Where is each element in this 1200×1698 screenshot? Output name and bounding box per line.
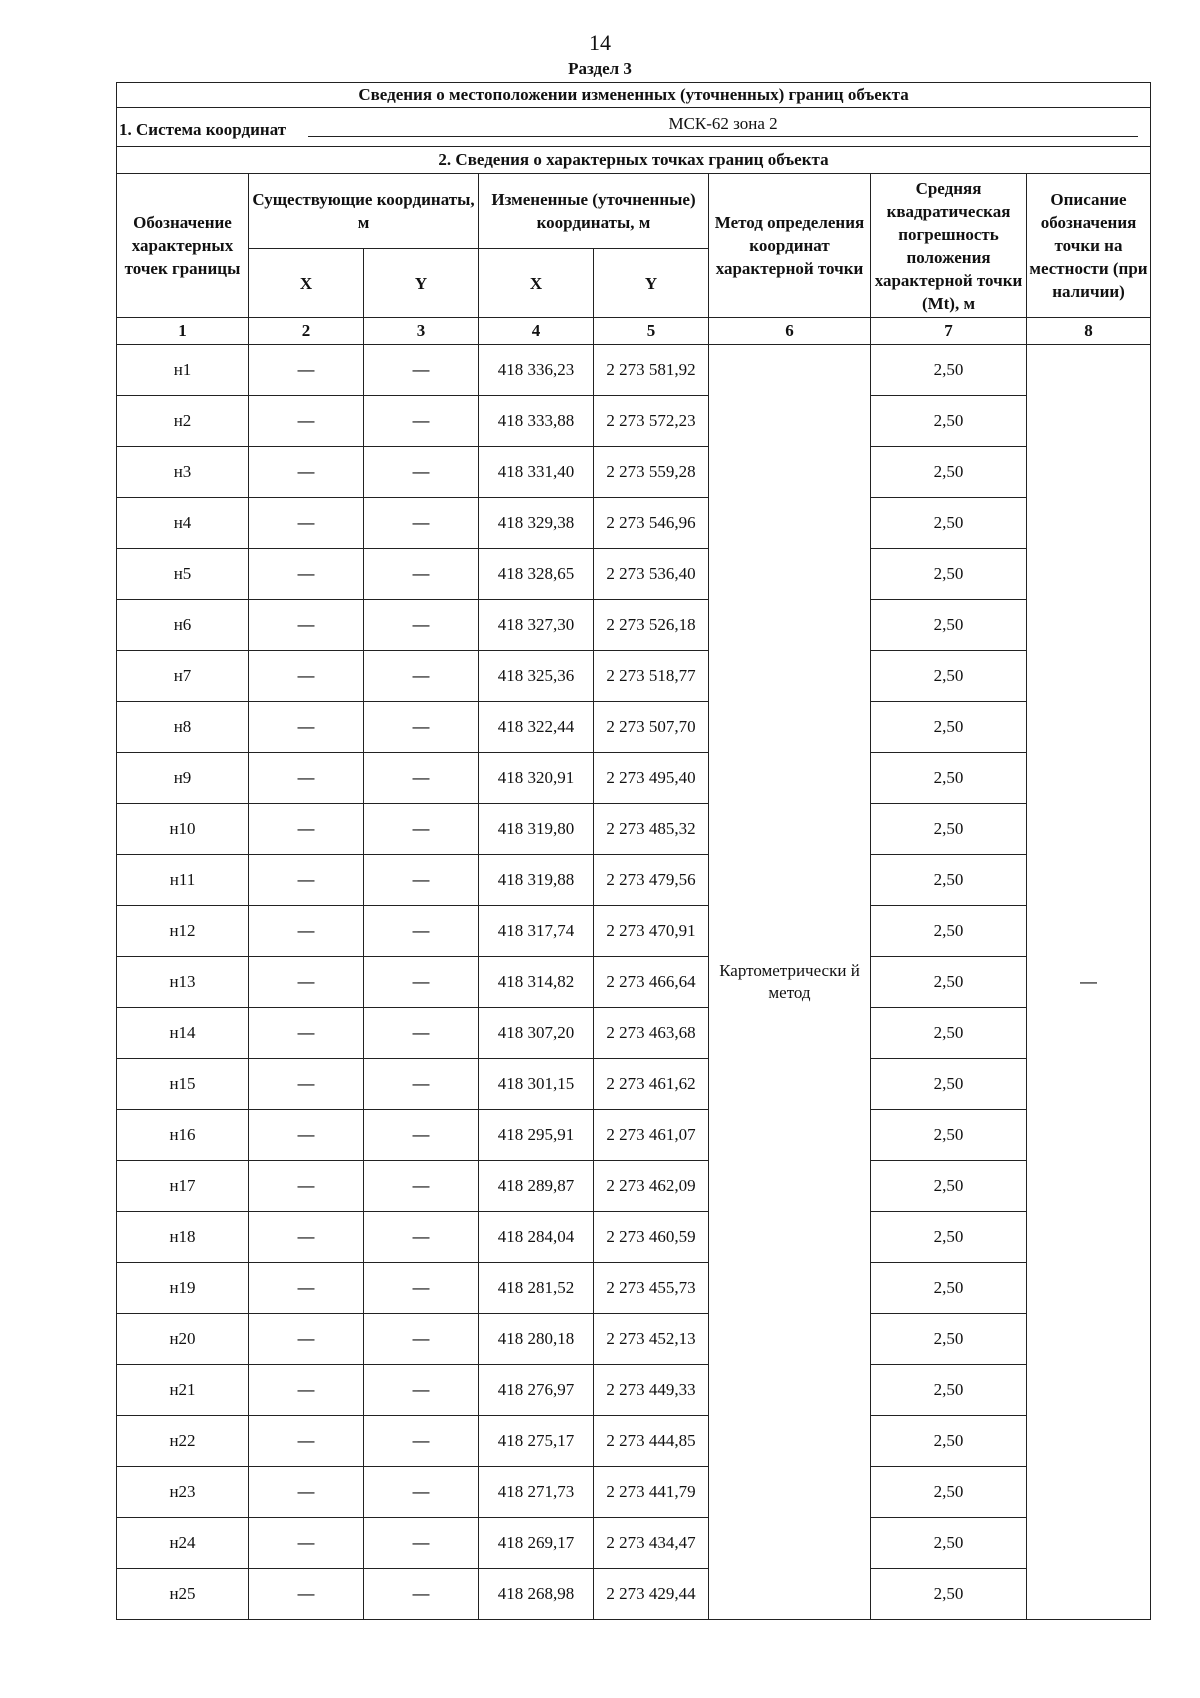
error-value: 2,50: [871, 1416, 1027, 1467]
table-row: [117, 1365, 1151, 1416]
changed-x: 418 307,20: [479, 1008, 594, 1059]
column-number: 6: [709, 318, 871, 345]
coordinate-system-value: МСК-62 зона 2: [308, 114, 1138, 137]
existing-x: —: [249, 1110, 364, 1161]
changed-x: 418 319,88: [479, 855, 594, 906]
table-row: [117, 447, 1151, 498]
existing-x: —: [249, 1518, 364, 1569]
changed-y: 2 273 485,32: [594, 804, 709, 855]
header-existing-coords: Существующие координаты, м: [249, 174, 479, 249]
existing-y: —: [364, 855, 479, 906]
error-value: 2,50: [871, 600, 1027, 651]
changed-y: 2 273 495,40: [594, 753, 709, 804]
changed-y: 2 273 444,85: [594, 1416, 709, 1467]
point-name: н16: [117, 1110, 249, 1161]
changed-x: 418 327,30: [479, 600, 594, 651]
point-name: н13: [117, 957, 249, 1008]
existing-y: —: [364, 498, 479, 549]
changed-x: 418 275,17: [479, 1416, 594, 1467]
table-title: Сведения о местоположении измененных (уточненных) границ объекта: [117, 83, 1151, 108]
existing-x: —: [249, 1569, 364, 1620]
error-value: 2,50: [871, 498, 1027, 549]
changed-x: 418 301,15: [479, 1059, 594, 1110]
point-name: н2: [117, 396, 249, 447]
error-value: 2,50: [871, 1008, 1027, 1059]
existing-y: —: [364, 651, 479, 702]
point-name: н21: [117, 1365, 249, 1416]
error-value: 2,50: [871, 906, 1027, 957]
column-number: 3: [364, 318, 479, 345]
changed-x: 418 289,87: [479, 1161, 594, 1212]
error-value: 2,50: [871, 702, 1027, 753]
existing-x: —: [249, 1314, 364, 1365]
existing-x: —: [249, 906, 364, 957]
changed-x: 418 284,04: [479, 1212, 594, 1263]
changed-y: 2 273 479,56: [594, 855, 709, 906]
point-name: н3: [117, 447, 249, 498]
changed-x: 418 329,38: [479, 498, 594, 549]
changed-y: 2 273 536,40: [594, 549, 709, 600]
existing-x: —: [249, 1467, 364, 1518]
point-name: н15: [117, 1059, 249, 1110]
column-number: 7: [871, 318, 1027, 345]
error-value: 2,50: [871, 1518, 1027, 1569]
existing-x: —: [249, 1008, 364, 1059]
existing-x: —: [249, 651, 364, 702]
error-value: 2,50: [871, 804, 1027, 855]
changed-y: 2 273 466,64: [594, 957, 709, 1008]
existing-y: —: [364, 1569, 479, 1620]
changed-x: 418 328,65: [479, 549, 594, 600]
existing-x: —: [249, 549, 364, 600]
existing-y: —: [364, 906, 479, 957]
point-name: н8: [117, 702, 249, 753]
existing-y: —: [364, 1059, 479, 1110]
existing-x: —: [249, 1416, 364, 1467]
table-row: [117, 753, 1151, 804]
changed-y: 2 273 463,68: [594, 1008, 709, 1059]
header-existing-x: X: [249, 249, 364, 318]
table-row: [117, 906, 1151, 957]
table-row: [117, 804, 1151, 855]
header-point-designation: Обозначение характерных точек границы: [117, 174, 249, 318]
existing-y: —: [364, 957, 479, 1008]
error-value: 2,50: [871, 1314, 1027, 1365]
changed-y: 2 273 526,18: [594, 600, 709, 651]
error-value: 2,50: [871, 345, 1027, 396]
table-row: [117, 1059, 1151, 1110]
column-number: 4: [479, 318, 594, 345]
existing-y: —: [364, 1212, 479, 1263]
existing-x: —: [249, 1263, 364, 1314]
header-method: Метод определения координат характерной точки: [709, 174, 871, 318]
existing-y: —: [364, 345, 479, 396]
existing-x: —: [249, 1212, 364, 1263]
existing-x: —: [249, 396, 364, 447]
changed-x: 418 271,73: [479, 1467, 594, 1518]
changed-x: 418 325,36: [479, 651, 594, 702]
existing-y: —: [364, 1161, 479, 1212]
changed-x: 418 280,18: [479, 1314, 594, 1365]
changed-y: 2 273 449,33: [594, 1365, 709, 1416]
point-name: н9: [117, 753, 249, 804]
point-name: н5: [117, 549, 249, 600]
changed-y: 2 273 546,96: [594, 498, 709, 549]
changed-x: 418 268,98: [479, 1569, 594, 1620]
point-name: н19: [117, 1263, 249, 1314]
error-value: 2,50: [871, 1110, 1027, 1161]
changed-y: 2 273 461,07: [594, 1110, 709, 1161]
existing-y: —: [364, 1416, 479, 1467]
point-name: н12: [117, 906, 249, 957]
table-row: [117, 1263, 1151, 1314]
table-row: [117, 1416, 1151, 1467]
method-value: Картометрически й метод: [709, 345, 871, 1620]
changed-x: 418 322,44: [479, 702, 594, 753]
error-value: 2,50: [871, 1569, 1027, 1620]
point-name: н6: [117, 600, 249, 651]
error-value: 2,50: [871, 1059, 1027, 1110]
changed-x: 418 336,23: [479, 345, 594, 396]
table-row: [117, 1110, 1151, 1161]
header-changed-x: X: [479, 249, 594, 318]
table-row: [117, 1212, 1151, 1263]
changed-x: 418 319,80: [479, 804, 594, 855]
changed-y: 2 273 434,47: [594, 1518, 709, 1569]
existing-y: —: [364, 1314, 479, 1365]
changed-x: 418 269,17: [479, 1518, 594, 1569]
existing-y: —: [364, 753, 479, 804]
existing-y: —: [364, 702, 479, 753]
table-row: [117, 957, 1151, 1008]
coordinate-system-row: [117, 108, 1151, 147]
changed-y: 2 273 470,91: [594, 906, 709, 957]
error-value: 2,50: [871, 396, 1027, 447]
point-name: н22: [117, 1416, 249, 1467]
changed-y: 2 273 429,44: [594, 1569, 709, 1620]
header-changed-y: Y: [594, 249, 709, 318]
changed-y: 2 273 441,79: [594, 1467, 709, 1518]
description-value: —: [1027, 345, 1151, 1620]
table-row: [117, 1008, 1151, 1059]
point-name: н11: [117, 855, 249, 906]
changed-y: 2 273 452,13: [594, 1314, 709, 1365]
changed-y: 2 273 460,59: [594, 1212, 709, 1263]
existing-y: —: [364, 1365, 479, 1416]
page-number: 14: [589, 30, 611, 55]
changed-x: 418 295,91: [479, 1110, 594, 1161]
table-row: [117, 1569, 1151, 1620]
changed-y: 2 273 507,70: [594, 702, 709, 753]
table-row: [117, 1161, 1151, 1212]
changed-x: 418 320,91: [479, 753, 594, 804]
table-row: [117, 396, 1151, 447]
column-number: 5: [594, 318, 709, 345]
existing-x: —: [249, 600, 364, 651]
column-numbers-row: [117, 318, 1151, 345]
changed-y: 2 273 572,23: [594, 396, 709, 447]
point-name: н18: [117, 1212, 249, 1263]
error-value: 2,50: [871, 957, 1027, 1008]
coordinate-system-label: 1. Система координат: [119, 120, 287, 139]
error-value: 2,50: [871, 1161, 1027, 1212]
changed-y: 2 273 462,09: [594, 1161, 709, 1212]
error-value: 2,50: [871, 651, 1027, 702]
point-name: н14: [117, 1008, 249, 1059]
table-row: [117, 702, 1151, 753]
table-row: [117, 855, 1151, 906]
point-name: н17: [117, 1161, 249, 1212]
error-value: 2,50: [871, 1365, 1027, 1416]
changed-x: 418 331,40: [479, 447, 594, 498]
changed-y: 2 273 559,28: [594, 447, 709, 498]
existing-x: —: [249, 1161, 364, 1212]
existing-x: —: [249, 702, 364, 753]
point-name: н25: [117, 1569, 249, 1620]
header-description: Описание обозначения точки на местности (при наличии): [1027, 174, 1151, 318]
changed-y: 2 273 461,62: [594, 1059, 709, 1110]
existing-x: —: [249, 804, 364, 855]
point-name: н1: [117, 345, 249, 396]
point-name: н7: [117, 651, 249, 702]
changed-y: 2 273 518,77: [594, 651, 709, 702]
column-number: 8: [1027, 318, 1151, 345]
table-row: [117, 651, 1151, 702]
existing-x: —: [249, 447, 364, 498]
point-name: н23: [117, 1467, 249, 1518]
existing-y: —: [364, 396, 479, 447]
existing-y: —: [364, 1263, 479, 1314]
error-value: 2,50: [871, 1212, 1027, 1263]
points-section-title: 2. Сведения о характерных точках границ объекта: [117, 147, 1151, 174]
error-value: 2,50: [871, 855, 1027, 906]
header-changed-coords: Измененные (уточненные) координаты, м: [479, 174, 709, 249]
changed-x: 418 333,88: [479, 396, 594, 447]
table-row: [117, 1314, 1151, 1365]
changed-y: 2 273 455,73: [594, 1263, 709, 1314]
error-value: 2,50: [871, 1467, 1027, 1518]
existing-y: —: [364, 1518, 479, 1569]
point-name: н4: [117, 498, 249, 549]
table-row: [117, 549, 1151, 600]
existing-x: —: [249, 957, 364, 1008]
table-row: [117, 600, 1151, 651]
header-existing-y: Y: [364, 249, 479, 318]
changed-y: 2 273 581,92: [594, 345, 709, 396]
error-value: 2,50: [871, 447, 1027, 498]
existing-y: —: [364, 1467, 479, 1518]
existing-x: —: [249, 855, 364, 906]
changed-x: 418 276,97: [479, 1365, 594, 1416]
existing-x: —: [249, 345, 364, 396]
changed-x: 418 317,74: [479, 906, 594, 957]
boundary-points-table: [116, 82, 1151, 1620]
table-row: [117, 498, 1151, 549]
point-name: н20: [117, 1314, 249, 1365]
table-row: [117, 345, 1151, 396]
table-row: [117, 1518, 1151, 1569]
changed-x: 418 314,82: [479, 957, 594, 1008]
existing-x: —: [249, 498, 364, 549]
table-row: [117, 1467, 1151, 1518]
error-value: 2,50: [871, 549, 1027, 600]
point-name: н10: [117, 804, 249, 855]
existing-x: —: [249, 753, 364, 804]
changed-x: 418 281,52: [479, 1263, 594, 1314]
existing-y: —: [364, 1110, 479, 1161]
point-name: н24: [117, 1518, 249, 1569]
column-number: 1: [117, 318, 249, 345]
error-value: 2,50: [871, 753, 1027, 804]
section-title: Раздел 3: [568, 59, 632, 78]
existing-x: —: [249, 1059, 364, 1110]
existing-y: —: [364, 804, 479, 855]
existing-y: —: [364, 600, 479, 651]
header-error: Средняя квадратическая погрешность положения характерной точки (Mt), м: [871, 174, 1027, 318]
existing-y: —: [364, 549, 479, 600]
column-number: 2: [249, 318, 364, 345]
error-value: 2,50: [871, 1263, 1027, 1314]
existing-x: —: [249, 1365, 364, 1416]
existing-y: —: [364, 447, 479, 498]
existing-y: —: [364, 1008, 479, 1059]
